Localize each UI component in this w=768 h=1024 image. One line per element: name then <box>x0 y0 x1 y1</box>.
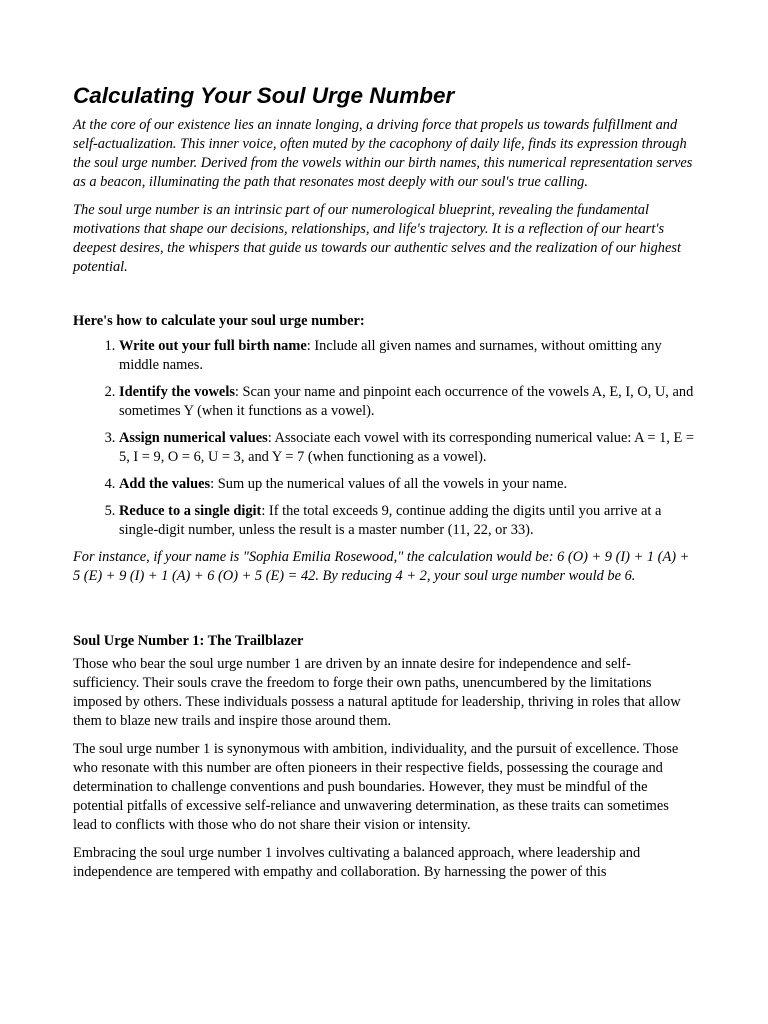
example-paragraph: For instance, if your name is "Sophia Emilia Rosewood," the calculation would be: 6 (O) + 9 (I) + 1 (A) + 5 (E) + 9 (I) + 1 (A) + 6 (O) + 5 (E) = 42. By reducing 4 + 2, your soul urge number would be 6. <box>73 549 690 584</box>
list-item <box>119 502 695 540</box>
step-label: Write out your full birth name <box>119 338 307 354</box>
section-heading: Soul Urge Number 1: The Trailblazer <box>73 633 304 649</box>
section-paragraph: Embracing the soul urge number 1 involves cultivating a balanced approach, where leadership and independence are tempered with empathy and collaboration. By harnessing the power of this <box>73 845 641 880</box>
document-page <box>73 82 695 891</box>
intro-paragraph: At the core of our existence lies an innate longing, a driving force that propels us towards fulfillment and self-actualization. This inner voice, often muted by the cacophony of daily life, finds its expression through the soul urge number. Derived from the vowels within our birth names, this numerical representation serves as a beacon, illuminating the path that resonates most deeply with our soul's true calling. <box>73 117 693 190</box>
step-text: : Sum up the numerical values of all the vowels in your name. <box>210 476 568 492</box>
step-text: : Associate each vowel with its corresponding numerical value: A = 1, E = 5, I = 9, O = 6, U = 3, and Y = 7 (when functioning as a vowel). <box>119 430 694 465</box>
list-item <box>119 337 695 375</box>
step-text: : If the total exceeds 9, continue adding the digits until you arrive at a single-digit number, unless the result is a master number (11, 22, or 33). <box>119 503 662 538</box>
steps-list <box>73 337 695 540</box>
section-paragraph: Those who bear the soul urge number 1 are driven by an innate desire for independence and self-sufficiency. Their souls crave the freedom to forge their own paths, unencumbered by the limitations imposed by others. These individuals possess a natural aptitude for leadership, thriving in roles that allow them to blaze new trails and inspire those around them. <box>73 656 681 729</box>
step-label: Add the values <box>119 476 211 492</box>
step-label: Assign numerical values <box>119 430 268 446</box>
step-text: : Include all given names and surnames, without omitting any middle names. <box>119 338 662 373</box>
intro-section <box>73 116 695 277</box>
intro-paragraph: The soul urge number is an intrinsic part of our numerological blueprint, revealing the fundamental motivations that shape our decisions, relationships, and life's trajectory. It is a reflection of our heart's deepest desires, the whispers that guide us towards our authentic selves and the realization of our highest potential. <box>73 202 681 275</box>
list-item <box>119 429 695 467</box>
howto-heading: Here's how to calculate your soul urge number: <box>73 313 365 329</box>
page-title: Calculating Your Soul Urge Number <box>73 83 455 108</box>
list-item <box>119 475 695 494</box>
section-paragraph: The soul urge number 1 is synonymous with ambition, individuality, and the pursuit of excellence. Those who resonate with this number are often pioneers in their respective fields, possessing the courage and determination to challenge conventions and push boundaries. However, they must be mindful of the potential pitfalls of excessive self-reliance and unwavering determination, as these traits can sometimes lead to conflicts with those who do not share their vision or intensity. <box>73 741 679 833</box>
list-item <box>119 383 695 421</box>
step-label: Reduce to a single digit <box>119 503 262 519</box>
step-label: Identify the vowels <box>119 384 235 400</box>
step-text: : Scan your name and pinpoint each occurrence of the vowels A, E, I, O, U, and sometimes Y (when it functions as a vowel). <box>119 384 694 419</box>
